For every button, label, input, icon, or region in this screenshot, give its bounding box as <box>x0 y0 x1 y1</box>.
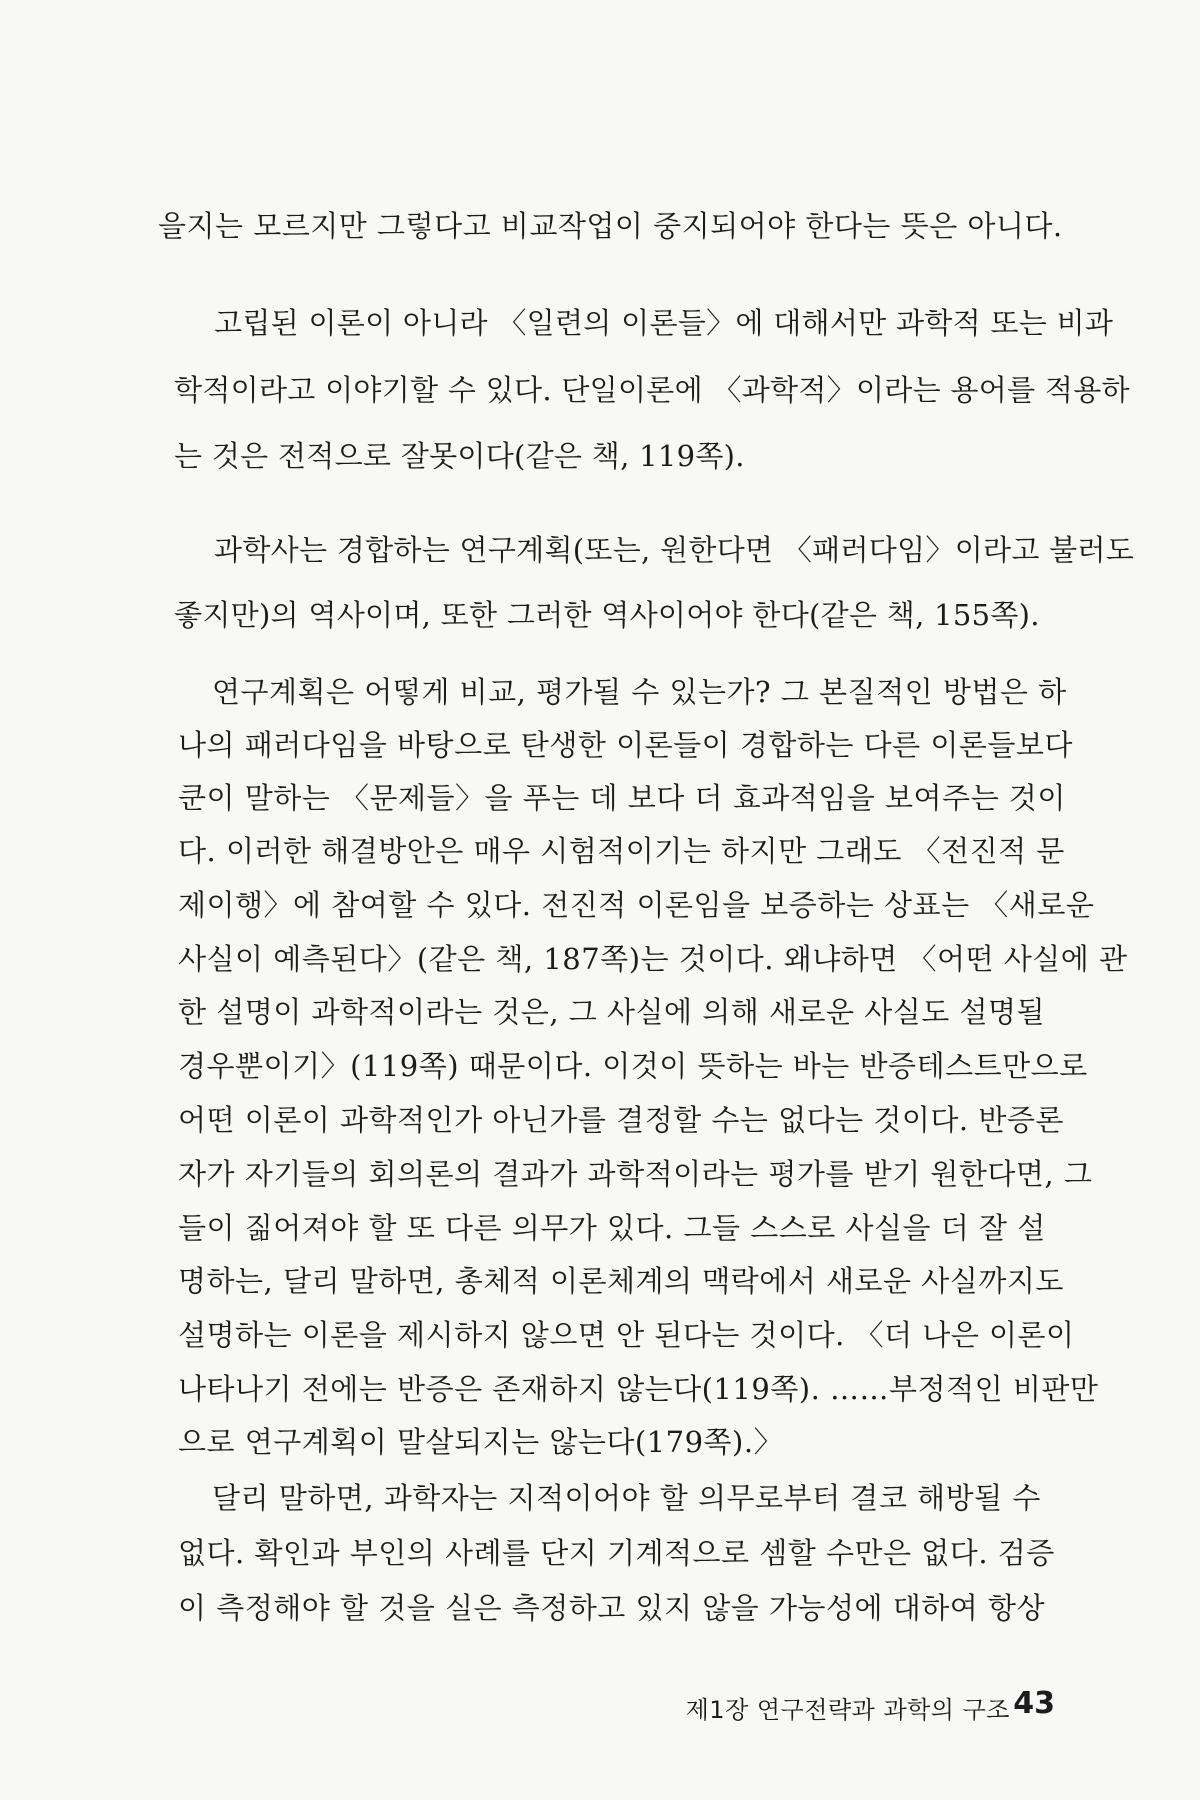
text-line: 과학사는 경합하는 연구계획(또는, 원한다면 〈패러다임〉이라고 불러도 <box>214 533 1135 567</box>
text-line: 제이행〉에 참여할 수 있다. 전진적 이론임을 보증하는 상표는 〈새로운 <box>178 888 1095 922</box>
text-line: 경우뿐이기〉(119쪽) 때문이다. 이것이 뜻하는 바는 반증테스트만으로 <box>178 1049 1088 1083</box>
text-line: 나의 패러다임을 바탕으로 탄생한 이론들이 경합하는 다른 이론들보다 <box>178 728 1073 762</box>
text-line: 으로 연구계획이 말살되지는 않는다(179쪽).〉 <box>178 1425 784 1459</box>
text-line: 어떤 이론이 과학적인가 아닌가를 결정할 수는 없다는 것이다. 반증론 <box>178 1103 1064 1137</box>
text-line: 고립된 이론이 아니라 〈일련의 이론들〉에 대해서만 과학적 또는 비과 <box>214 306 1114 340</box>
text-line: 없다. 확인과 부인의 사례를 단지 기계적으로 셈할 수만은 없다. 검증 <box>178 1536 1055 1570</box>
text-line: 을지는 모르지만 그렇다고 비교작업이 중지되어야 한다는 뜻은 아니다. <box>158 209 1063 243</box>
text-line: 설명하는 이론을 제시하지 않으면 안 된다는 것이다. 〈더 나은 이론이 <box>178 1318 1075 1352</box>
text-line: 이 측정해야 할 것을 실은 측정하고 있지 않을 가능성에 대하여 항상 <box>178 1591 1046 1625</box>
text-line: 한 설명이 과학적이라는 것은, 그 사실에 의해 새로운 사실도 설명될 <box>178 995 1046 1029</box>
text-line: 들이 짊어져야 할 또 다른 의무가 있다. 그들 스스로 사실을 더 잘 설 <box>178 1211 1046 1245</box>
text-line: 나타나기 전에는 반증은 존재하지 않는다(119쪽). ……부정적인 비판만 <box>178 1372 1099 1406</box>
running-footer-chapter-title: 제1장 연구전략과 과학의 구조 <box>685 1696 1010 1724</box>
text-line: 쿤이 말하는 〈문제들〉을 푸는 데 보다 더 효과적임을 보여주는 것이 <box>178 781 1066 815</box>
page-number: 43 <box>1013 1686 1055 1721</box>
text-line: 는 것은 전적으로 잘못이다(같은 책, 119쪽). <box>174 439 745 473</box>
text-line: 다. 이러한 해결방안은 매우 시험적이기는 하지만 그래도 〈전진적 문 <box>178 834 1065 868</box>
text-line: 좋지만)의 역사이며, 또한 그러한 역사이어야 한다(같은 책, 155쪽). <box>174 598 1040 632</box>
text-line: 사실이 예측된다〉(같은 책, 187쪽)는 것이다. 왜냐하면 〈어떤 사실에 관 <box>178 942 1128 976</box>
text-line: 학적이라고 이야기할 수 있다. 단일이론에 〈과학적〉이라는 용어를 적용하 <box>174 373 1130 407</box>
text-line: 달리 말하면, 과학자는 지적이어야 할 의무로부터 결코 해방될 수 <box>212 1481 1041 1515</box>
text-line: 자가 자기들의 회의론의 결과가 과학적이라는 평가를 받기 원한다면, 그 <box>178 1157 1093 1191</box>
text-line: 연구계획은 어떻게 비교, 평가될 수 있는가? 그 본질적인 방법은 하 <box>212 675 1067 709</box>
text-line: 명하는, 달리 말하면, 총체적 이론체계의 맥락에서 새로운 사실까지도 <box>178 1264 1064 1298</box>
